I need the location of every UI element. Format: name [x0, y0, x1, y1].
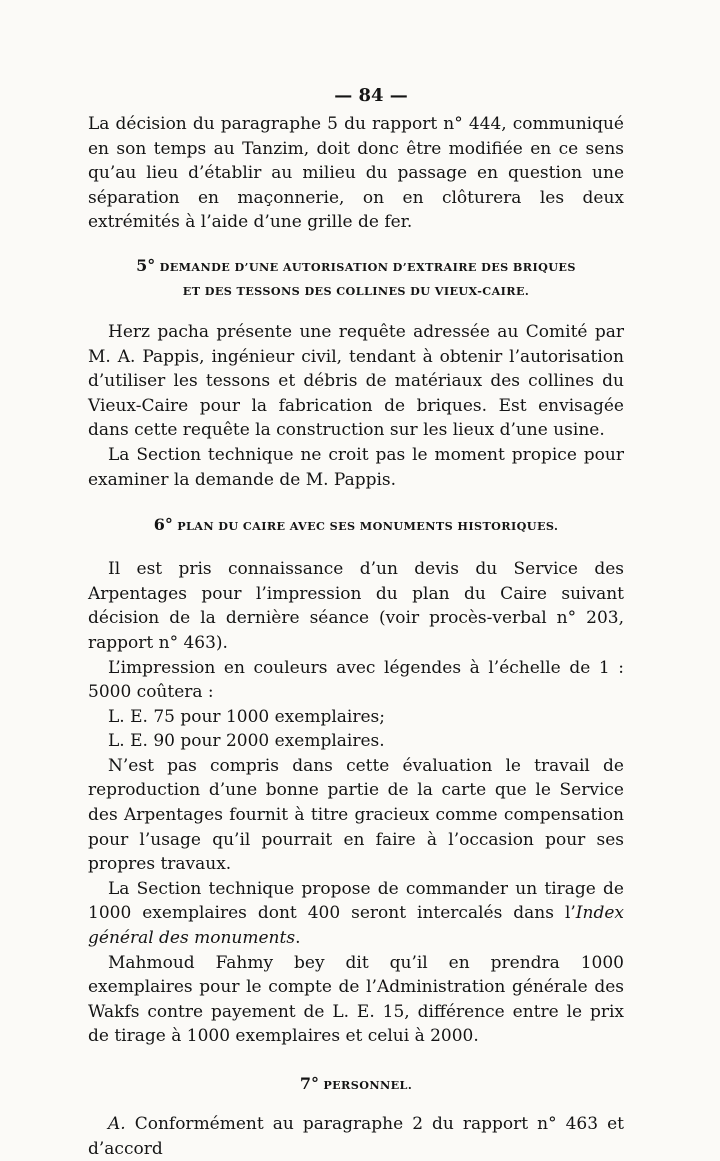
section-6-title: PLAN DU CAIRE AVEC SES MONUMENTS HISTORIQUES. — [177, 519, 559, 534]
section-7-heading — [88, 1071, 624, 1098]
section-7-paragraph-text: Conformément au paragraphe 2 du rapport n° 463 et d’accord — [88, 1114, 624, 1159]
section-6-list-item-1: L. E. 75 pour 1000 exemplaires; — [108, 706, 385, 727]
document-page — [88, 84, 624, 1161]
section-6-paragraph-2: L’impression en couleurs avec légendes à l’échelle de 1 : 5000 coûtera : — [88, 657, 624, 703]
section-5-heading-line1 — [88, 253, 624, 280]
section-6-number: 6° — [153, 515, 173, 535]
section-6-list-item-2: L. E. 90 pour 2000 exemplaires. — [108, 731, 385, 752]
section-6-paragraph-5: Mahmoud Fahmy bey dit qu’il en prendra 1000 exemplaires pour le compte de l’Administration générale des Wakfs contre payement de L. E. 15, différence entre le prix de tirage à 1000 exemplaires et celui à 2000. — [88, 952, 624, 1047]
section-6-paragraph-1: Il est pris connaissance d’un devis du Service des Arpentages pour l’impression du plan du Caire suivant décision de la dernière séance (voir procès-verbal n° 203, rapport n° 463). — [88, 559, 624, 653]
section-7-paragraph-1 — [88, 1112, 624, 1161]
index-title-italic: Index général des monuments — [88, 903, 624, 949]
section-5-paragraph-1: Herz pacha présente une requête adressée au Comité par M. A. Pappis, ingénieur civil, tendant à obtenir l’autorisation d’utiliser les tessons et débris de matériaux des collines du Vieux-Caire pour la fabrication de briques. Est envisagée dans cette requête la construction sur les lieux d’une usine. — [88, 321, 624, 441]
section-6-paragraph-3: N’est pas compris dans cette évaluation le travail de reproduction d’une bonne partie de la carte que le Service des Arpentages fournit à titre gracieux comme compensation pour l’usage qu’il pourrait en faire à l’occasion pour ses propres travaux. — [88, 755, 624, 875]
section-5-title-line1: DEMANDE D’UNE AUTORISATION D’EXTRAIRE DES BRIQUES — [159, 259, 576, 274]
section-6-paragraph-4-text: La Section technique propose de commander un tirage de 1000 exemplaires dont 400 seront intercalés dans l’ — [88, 878, 624, 924]
section-5-title-line2: ET DES TESSONS DES COLLINES DU VIEUX-CAIRE. — [182, 283, 530, 298]
section-6-paragraph-4-end: . — [295, 928, 301, 949]
intro-paragraph: La décision du paragraphe 5 du rapport n° 444, communiqué en son temps au Tanzim, doit donc être modifiée en ce sens qu’au lieu d’établir au milieu du passage en question une séparation en maçonnerie, on en clôturera les deux extrémités à l’aide d’une grille de fer. — [88, 114, 624, 233]
section-5-number: 5° — [136, 255, 156, 275]
section-7-paragraph-label: A. — [108, 1114, 126, 1134]
section-6-heading — [88, 512, 624, 539]
page-number: — 84 — — [334, 85, 408, 106]
section-7-title: PERSONNEL. — [323, 1078, 413, 1092]
section-5-heading-line2 — [88, 278, 624, 304]
section-7-number: 7° — [299, 1074, 320, 1093]
section-6-paragraph-4 — [88, 877, 624, 951]
section-5-paragraph-2: La Section technique ne croit pas le moment propice pour examiner la demande de M. Pappis. — [88, 444, 624, 490]
